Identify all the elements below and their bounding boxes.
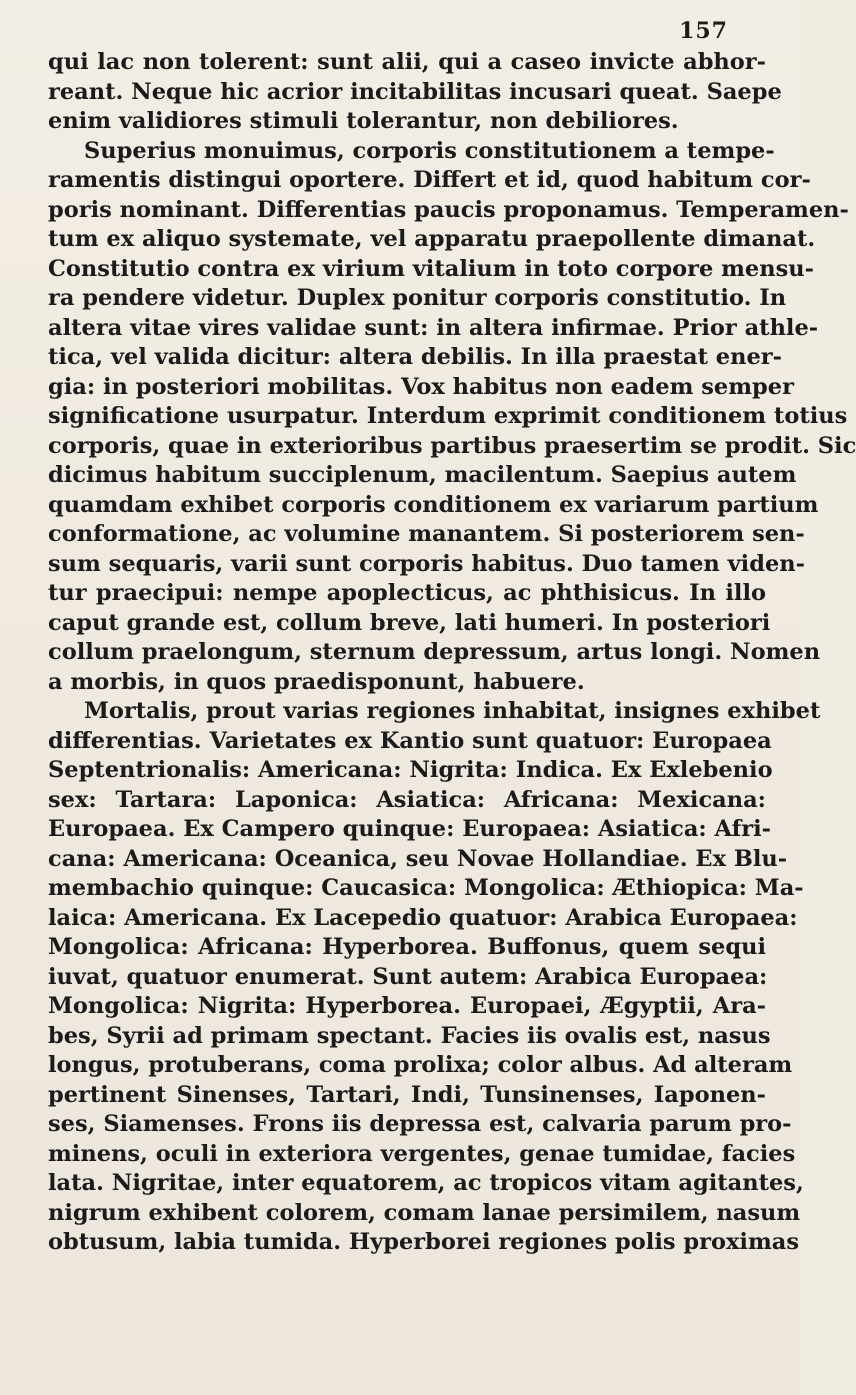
text-line: caput grande est, collum breve, lati humeri. In posteriori	[48, 609, 771, 636]
text-line: cana: Americana: Oceanica, seu Novae Hollandiae. Ex Blu-	[48, 845, 788, 872]
text-line: enim validiores stimuli tolerantur, non debiliores.	[48, 108, 679, 134]
text-line: ses, Siamenses. Frons iis depressa est, calvaria parum pro-	[48, 1111, 792, 1137]
text-line: membachio quinque: Caucasica: Mongolica: Æthiopica: Ma-	[48, 875, 804, 901]
text-line: tum ex aliquo systemate, vel apparatu praepollente dimanat.	[48, 226, 816, 252]
text-line: sum sequaris, varii sunt corporis habitus. Duo tamen viden-	[48, 550, 805, 577]
text-line: differentias. Varietates ex Kantio sunt quatuor: Europaea	[48, 727, 772, 754]
text-line: pertinent Sinenses, Tartari, Indi, Tunsinenses, Iaponen-	[48, 1081, 766, 1108]
text-line: bes, Syrii ad primam spectant. Facies iis ovalis est, nasus	[48, 1022, 771, 1049]
text-line: longus, protuberans, coma prolixa; color albus. Ad alteram	[48, 1052, 793, 1078]
text-line: minens, oculi in exteriora vergentes, genae tumidae, facies	[48, 1140, 796, 1167]
text-line: Septentrionalis: Americana: Nigrita: Indica. Ex Exlebenio	[48, 757, 773, 783]
paragraph-2	[48, 137, 856, 698]
text-line: ra pendere videtur. Duplex ponitur corporis constitutio. In	[48, 285, 787, 311]
text-line: iuvat, quatuor enumerat. Sunt autem: Arabica Europaea:	[48, 963, 768, 990]
text-line: corporis, quae in exterioribus partibus praesertim se prodit. Sic	[48, 432, 856, 459]
text-line: significatione usurpatur. Interdum exprimit conditionem totius	[48, 403, 848, 429]
text-line: dicimus habitum succiplenum, macilentum. Saepius autem	[48, 462, 797, 488]
text-line: laica: Americana. Ex Lacepedio quatuor: Arabica Europaea:	[48, 904, 798, 931]
text-line: conformatione, ac volumine manantem. Si posteriorem sen-	[48, 521, 805, 547]
text-line: qui lac non tolerent: sunt alii, qui a caseo invicte abhor-	[48, 49, 766, 75]
text-line: sex: Tartara: Laponica: Asiatica: Africana: Mexicana:	[48, 786, 766, 813]
text-line: altera vitae vires validae sunt: in altera infirmae. Prior athle-	[48, 314, 819, 341]
text-line: obtusum, labia tumida. Hyperborei regiones polis proximas	[48, 1229, 799, 1255]
page-number: 157	[679, 18, 728, 44]
text-line: a morbis, in quos praedisponunt, habuere.	[48, 668, 585, 695]
text-line: Mongolica: Nigrita: Hyperborea. Europaei, Ægyptii, Ara-	[48, 993, 766, 1019]
text-line: Mortalis, prout varias regiones inhabitat, insignes exhibet	[84, 698, 821, 724]
text-line: collum praelongum, sternum depressum, artus longi. Nomen	[48, 639, 821, 665]
text-line: Europaea. Ex Campero quinque: Europaea: Asiatica: Afri-	[48, 816, 772, 842]
text-line: lata. Nigritae, inter equatorem, ac tropicos vitam agitantes,	[48, 1170, 804, 1196]
text-line: poris nominant. Differentias paucis proponamus. Temperamen-	[48, 196, 849, 223]
text-line: ramentis distingui oportere. Differt et id, quod habitum cor-	[48, 167, 811, 193]
text-line: Mongolica: Africana: Hyperborea. Buffonus, quem sequi	[48, 934, 766, 960]
text-line: quamdam exhibet corporis conditionem ex variarum partium	[48, 491, 819, 518]
text-line: tur praecipui: nempe apoplecticus, ac phthisicus. In illo	[48, 580, 766, 606]
text-line: tica, vel valida dicitur: altera debilis. In illa praestat ener-	[48, 344, 782, 370]
text-line: Constitutio contra ex virium vitalium in toto corpore mensu-	[48, 255, 814, 282]
text-line: Superius monuimus, corporis constitutionem a tempe-	[84, 137, 775, 164]
paragraph-3	[48, 697, 821, 1258]
text-line: gia: in posteriori mobilitas. Vox habitus non eadem semper	[48, 373, 794, 400]
body-text	[48, 48, 856, 1258]
paragraph-1	[48, 48, 782, 137]
text-line: nigrum exhibent colorem, comam lanae persimilem, nasum	[48, 1199, 801, 1226]
text-line: reant. Neque hic acrior incitabilitas incusari queat. Saepe	[48, 78, 782, 105]
